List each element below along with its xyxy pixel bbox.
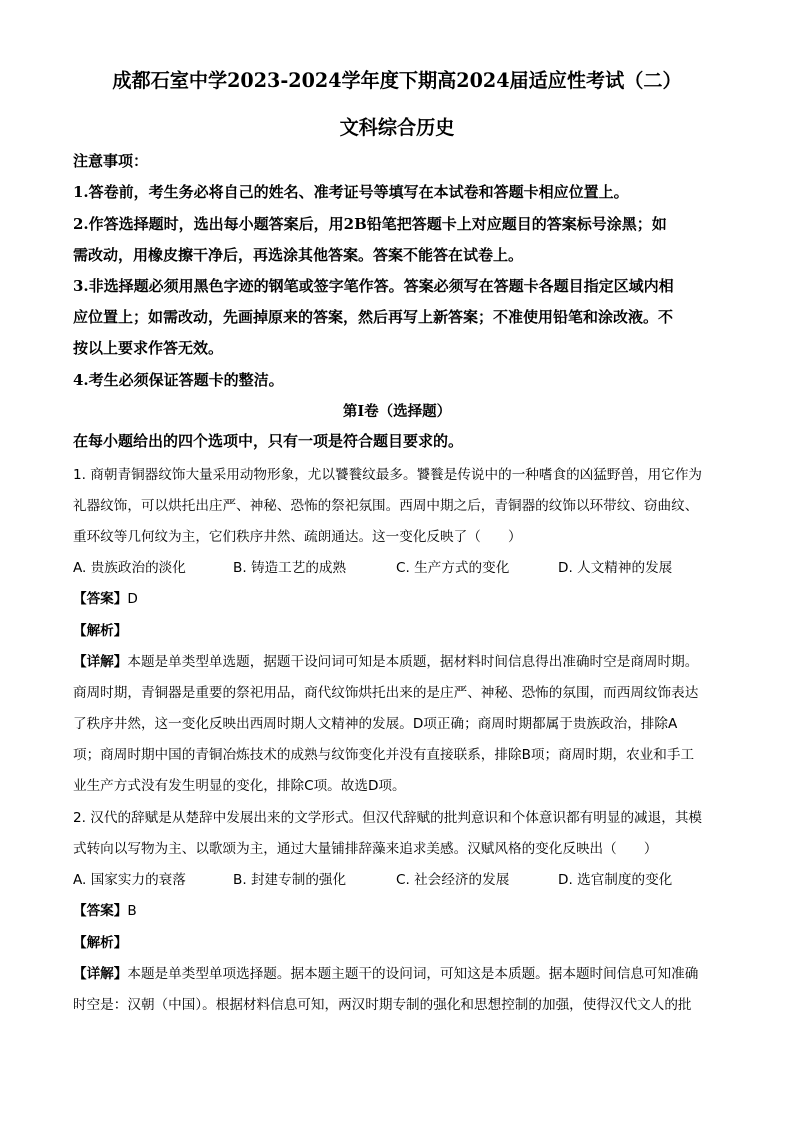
q1-stem-line-2: 礼器纹饰，可以烘托出庄严、神秘、恐怖的祭祀氛围。西周中期之后，青铜器的纹饰以环带纹、窃曲纹、 (73, 498, 699, 514)
q2-answer-tag: 【答案】 (73, 903, 128, 919)
notice-line-3a: 3.非选择题必须用黑色字迹的钢笔或签字笔作答。答案必须写在答题卡各题目指定区域内相 (73, 277, 674, 295)
q1-option-b: B. 铸造工艺的成熟 (233, 560, 347, 576)
notice-line-1: 1.答卷前，考生务必将自己的姓名、准考证号等填写在本试卷和答题卡相应位置上。 (73, 183, 629, 201)
exam-title: 成都石室中学2023-2024学年度下期高2024届适应性考试（二） (112, 69, 682, 92)
q2-analysis-label: 【解析】 (73, 935, 128, 951)
q1-detail-line-1 (73, 650, 698, 670)
q1-option-a: A. 贵族政治的淡化 (73, 560, 186, 576)
exam-subtitle: 文科综合历史 (339, 116, 455, 139)
q1-detail-text-1: 本题是单类型单选题，据题干设问词可知是本质题，据材料时间信息得出准确时空是商周时期。 (127, 654, 699, 670)
q1-detail-line-4: 项；商周时期中国的青铜冶炼技术的成熟与纹饰变化并没有直接联系，排除B项；商周时期，农业和手工 (73, 747, 695, 763)
q1-option-d: D. 人文精神的发展 (558, 560, 673, 576)
q2-detail-line-1 (73, 962, 698, 982)
q1-answer-tag: 【答案】 (73, 591, 128, 607)
q1-stem-line-3: 重环纹等几何纹为主，它们秩序井然、疏朗通达。这一变化反映了（ ） (73, 529, 522, 545)
q2-detail-text-1: 本题是单类型单项选择题。据本题主题干的设问词，可知这是本质题。据本题时间信息可知准确 (127, 966, 699, 982)
q1-analysis-label: 【解析】 (73, 623, 128, 639)
q1-detail-line-3: 了秩序井然，这一变化反映出西周时期人文精神的发展。D项正确；商周时期都属于贵族政治，排除A (73, 716, 678, 732)
q1-analysis-tag (73, 619, 127, 639)
q2-stem-line-2: 式转向以写物为主、以歌颂为主，通过大量铺排辞藻来追求美感。汉赋风格的变化反映出（ ） (73, 841, 658, 857)
q2-option-c: C. 社会经济的发展 (396, 872, 510, 888)
notice-line-4: 4.考生必须保证答题卡的整洁。 (73, 371, 284, 389)
q2-detail-line-2: 时空是：汉朝（中国）。根据材料信息可知，两汉时期专制的强化和思想控制的加强，使得汉代文人的批 (73, 997, 692, 1013)
section-instruction: 在每小题给出的四个选项中，只有一项是符合题目要求的。 (73, 432, 464, 450)
q2-option-d: D. 选官制度的变化 (558, 872, 673, 888)
q1-option-c: C. 生产方式的变化 (396, 560, 510, 576)
q2-option-a: A. 国家实力的衰落 (73, 872, 186, 888)
q1-answer-value: D (127, 591, 138, 607)
notice-line-2a: 2.作答选择题时，选出每小题答案后，用2B铅笔把答题卡上对应题目的答案标号涂黑；如 (73, 215, 667, 233)
q2-option-b: B. 封建专制的强化 (233, 872, 347, 888)
q1-detail-line-2: 商周时期，青铜器是重要的祭祀用品，商代纹饰烘托出来的是庄严、神秘、恐怖的氛围，而西周纹饰表达 (73, 685, 699, 701)
section-title: 第Ⅰ卷（选择题） (342, 403, 452, 420)
q1-detail-tag: 【详解】 (73, 654, 128, 670)
q2-answer (73, 899, 137, 919)
q2-detail-tag: 【详解】 (73, 966, 128, 982)
q1-answer (73, 587, 138, 607)
q1-stem-line-1: 1. 商朝青铜器纹饰大量采用动物形象，尤以饕餮纹最多。饕餮是传说中的一种嗜食的凶猛野兽，用它作为 (73, 467, 703, 483)
q2-stem-line-1: 2. 汉代的辞赋是从楚辞中发展出来的文学形式。但汉代辞赋的批判意识和个体意识都有明显的减退，其模 (73, 810, 703, 826)
q2-analysis-tag (73, 931, 127, 951)
q1-detail-line-5: 业生产方式没有发生明显的变化，排除C项。故选D项。 (73, 778, 406, 794)
notice-heading: 注意事项： (73, 152, 149, 170)
notice-line-3b: 应位置上；如需改动，先画掉原来的答案，然后再写上新答案；不准使用铅笔和涂改液。不 (73, 308, 674, 326)
q2-answer-value: B (127, 903, 137, 919)
notice-line-2b: 需改动，用橡皮擦干净后，再选涂其他答案。答案不能答在试卷上。 (73, 246, 524, 264)
notice-line-3c: 按以上要求作答无效。 (73, 339, 224, 357)
